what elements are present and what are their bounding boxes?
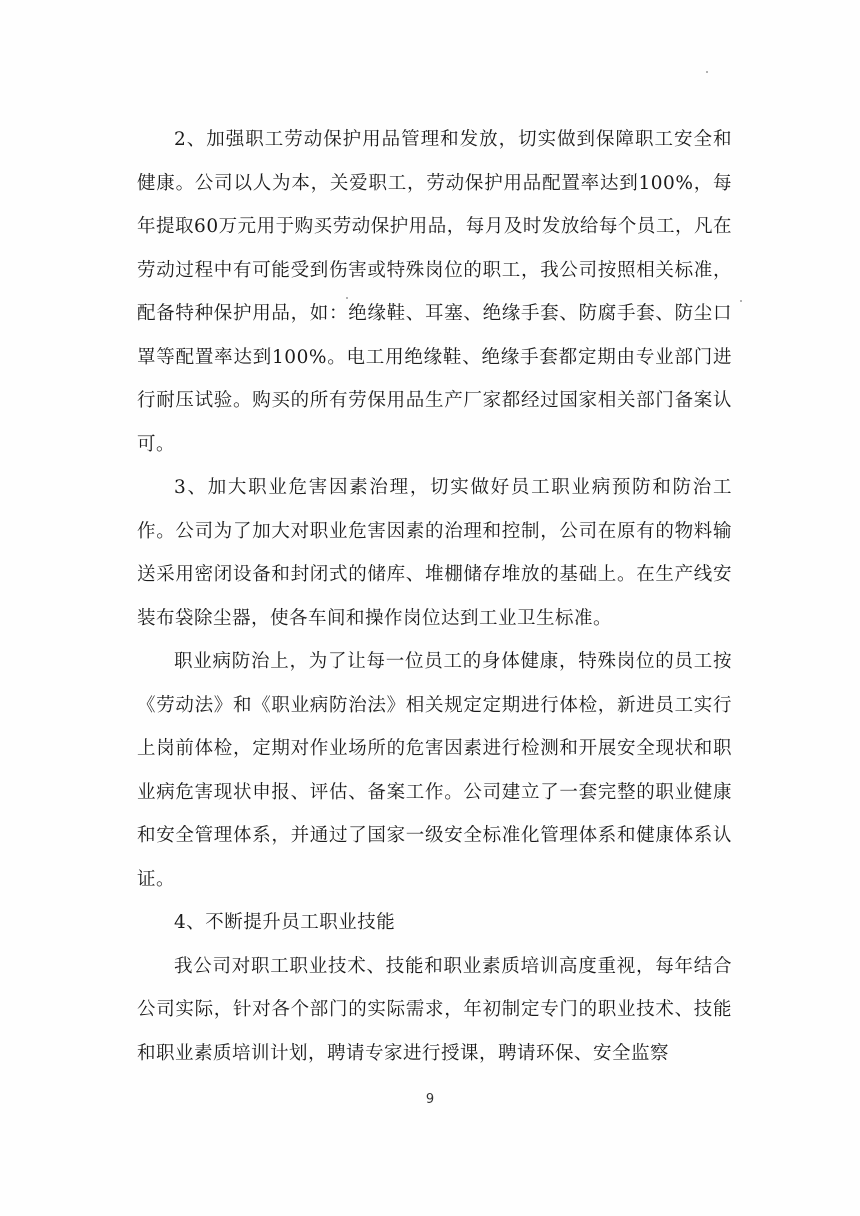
document-body <box>137 118 732 1075</box>
scan-speck-right <box>740 300 742 302</box>
scan-speck-mid <box>346 297 348 299</box>
paragraph-labor-protection: 2、加强职工劳动保护用品管理和发放，切实做到保障职工安全和健康。公司以人为本，关爱职工，劳动保护用品配置率达到100%，每年提取60万元用于购买劳动保护用品，每月及时发放给每个员工，凡在劳动过程中有可能受到伤害或特殊岗位的职工，我公司按照相关标准，配备特种保护用品，如：绝缘鞋、耳塞、绝缘手套、防腐手套、防尘口罩等配置率达到100%。电工用绝缘鞋、绝缘手套都定期由专业部门进行耐压试验。购买的所有劳保用品生产厂家都经过国家相关部门备案认可。 <box>137 129 732 455</box>
paragraph-skills-heading: 4、不断提升员工职业技能 <box>174 912 396 933</box>
page-number: 9 <box>425 1092 435 1107</box>
paragraph-occupational-hazards: 3、加大职业危害因素治理，切实做好员工职业病预防和防治工作。公司为了加大对职业危害因素的治理和控制，公司在原有的物料输送采用密闭设备和封闭式的储库、堆棚储存堆放的基础上。在生产线安装布袋除尘器，使各车间和操作岗位达到工业卫生标准。 <box>137 477 732 629</box>
paragraph-disease-prevention: 职业病防治上，为了让每一位员工的身体健康，特殊岗位的员工按《劳动法》和《职业病防治法》相关规定定期进行体检，新进员工实行上岗前体检，定期对作业场所的危害因素进行检测和开展安全现状和职业病危害现状申报、评估、备案工作。公司建立了一套完整的职业健康和安全管理体系，并通过了国家一级安全标准化管理体系和健康体系认证。 <box>137 651 732 890</box>
paragraph-training: 我公司对职工职业技术、技能和职业素质培训高度重视，每年结合公司实际，针对各个部门的实际需求，年初制定专门的职业技术、技能和职业素质培训计划，聘请专家进行授课，聘请环保、安全监察 <box>137 955 732 1064</box>
scan-speck-top-right <box>706 71 708 73</box>
